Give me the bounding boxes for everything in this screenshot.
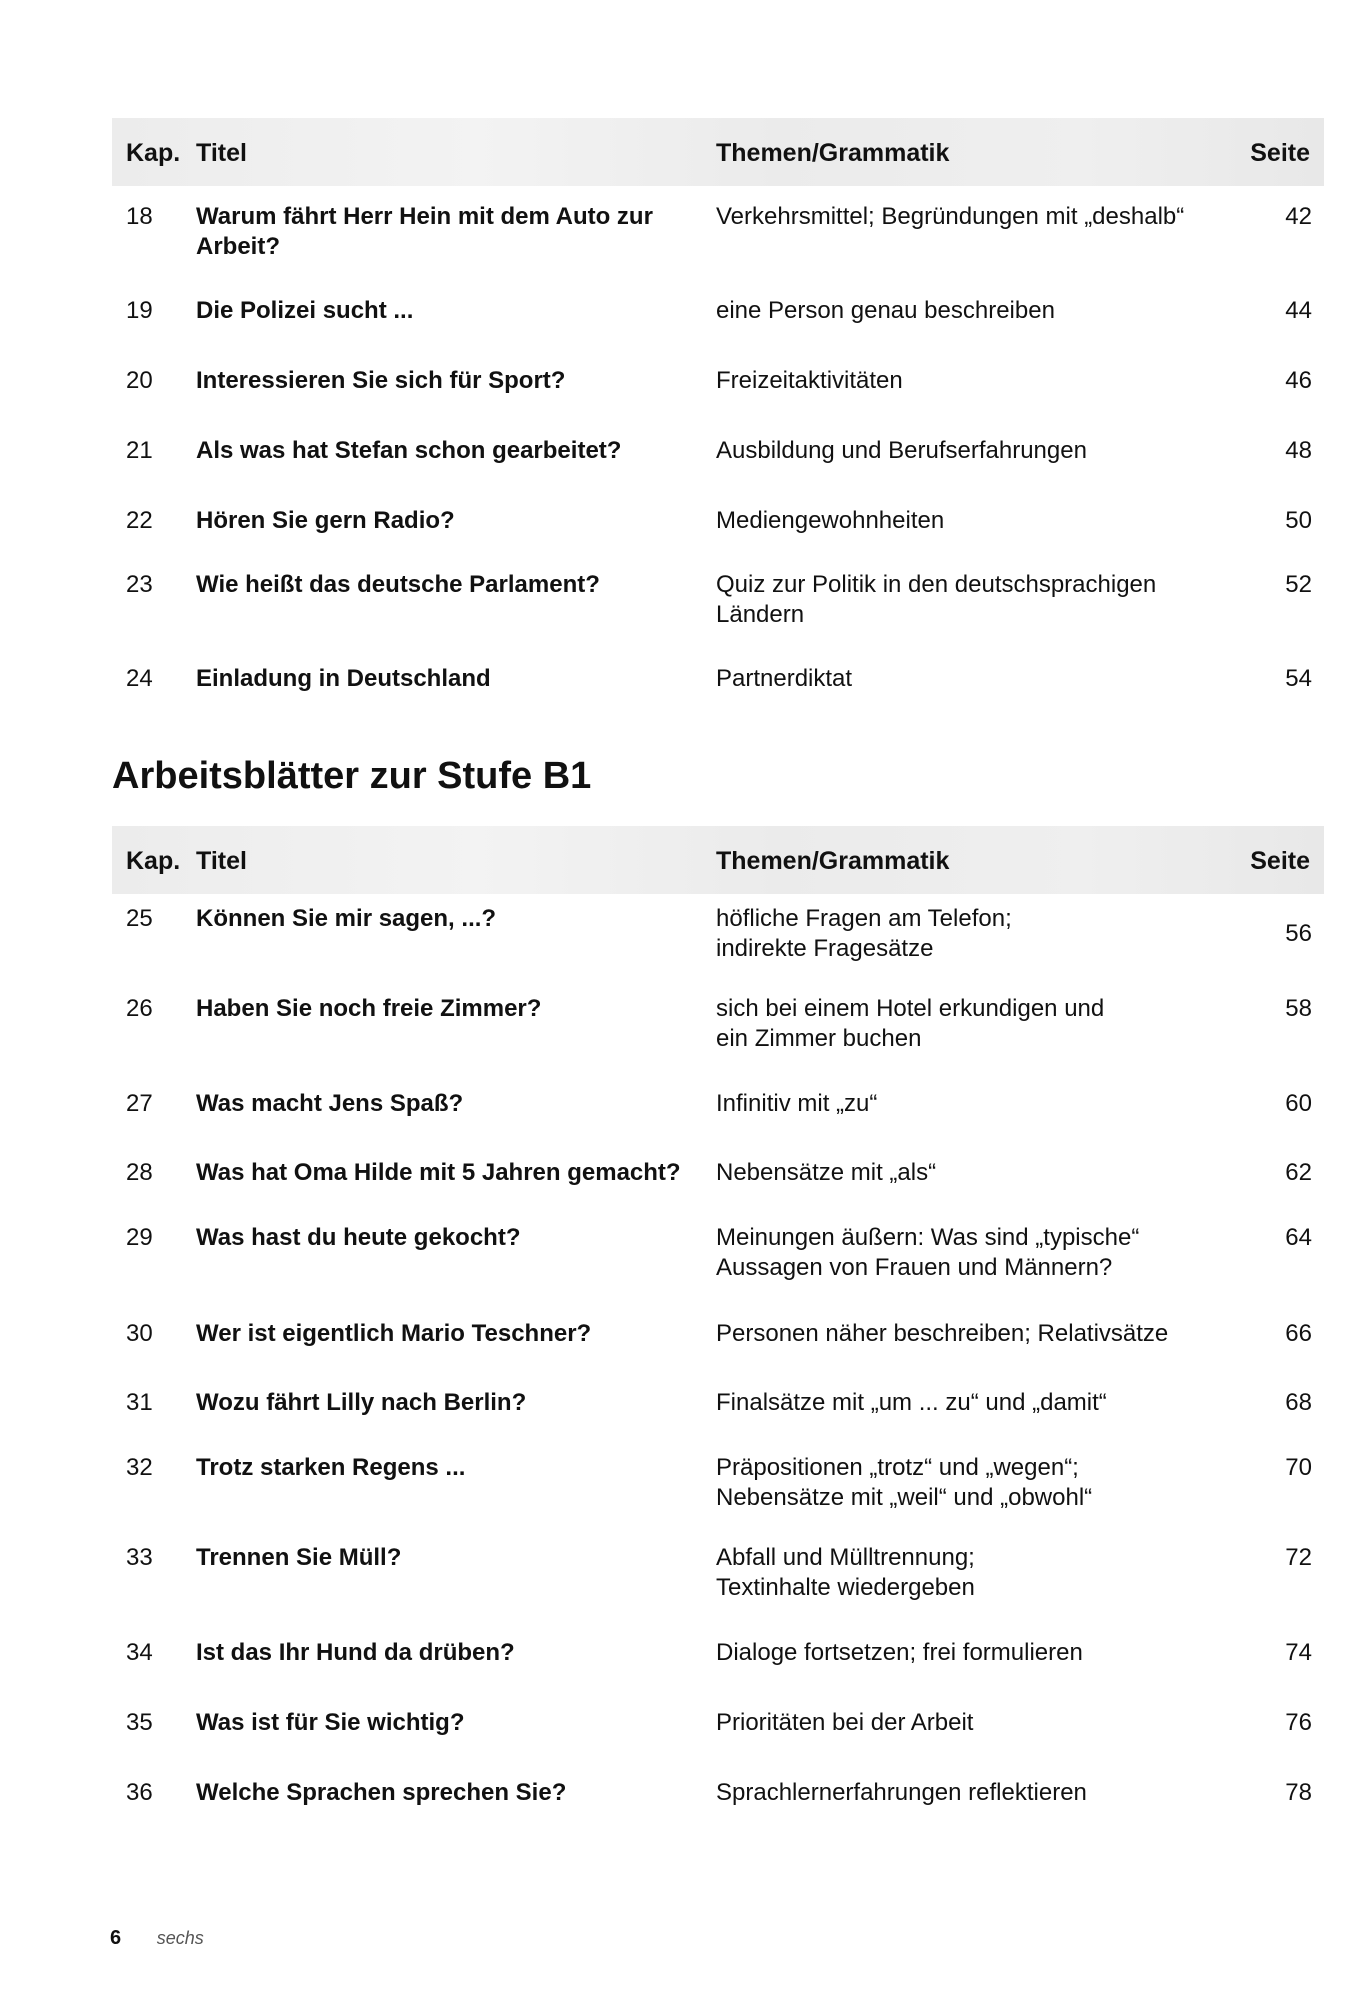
page-footer [110,1926,204,1950]
row-titel: Interessieren Sie sich für Sport? [196,367,566,394]
row-themen: Meinungen äußern: Was sind „typische“ Aussagen von Frauen und Männern? [716,1224,1140,1281]
row-kap: 18 [126,203,153,230]
table-row [112,1223,1324,1319]
row-titel: Trotz starken Regens ... [196,1454,466,1481]
table-row [112,994,1324,1089]
row-titel: Was hat Oma Hilde mit 5 Jahren gemacht? [196,1159,681,1186]
row-seite: 42 [1285,203,1312,230]
header-seite: Seite [1250,139,1310,167]
row-kap: 25 [126,905,153,932]
row-titel: Was ist für Sie wichtig? [196,1709,465,1736]
row-kap: 36 [126,1779,153,1806]
row-titel: Die Polizei sucht ... [196,297,414,324]
row-titel: Warum fährt Herr Hein mit dem Auto zur Arbeit? [196,203,653,260]
row-seite: 62 [1285,1159,1312,1186]
page-number-word: sechs [156,1928,204,1948]
table-row [112,1638,1324,1708]
header-themen: Themen/Grammatik [716,139,950,167]
row-themen: Infinitiv mit „zu“ [716,1090,878,1117]
header-kap: Kap. [126,847,181,875]
row-titel: Trennen Sie Müll? [196,1544,402,1571]
table-row [112,1158,1324,1223]
row-seite: 60 [1285,1090,1312,1117]
contents-table-b1 [112,826,1324,1818]
row-seite: 44 [1285,297,1312,324]
row-seite: 56 [1285,920,1312,947]
row-seite: 48 [1285,437,1312,464]
row-titel: Haben Sie noch freie Zimmer? [196,995,542,1022]
row-kap: 31 [126,1389,153,1416]
row-titel: Als was hat Stefan schon gearbeitet? [196,437,622,464]
row-themen: Partnerdiktat [716,665,853,692]
table-row [112,570,1324,664]
row-seite: 70 [1285,1454,1312,1481]
row-kap: 22 [126,507,153,534]
row-seite: 50 [1285,507,1312,534]
row-themen: eine Person genau beschreiben [716,297,1055,324]
table-header [112,118,1324,186]
row-themen: Präpositionen „trotz“ und „wegen“; Nebensätze mit „weil“ und „obwohl“ [716,1454,1093,1511]
row-titel: Einladung in Deutschland [196,665,491,692]
header-themen: Themen/Grammatik [716,847,950,875]
row-titel: Was macht Jens Spaß? [196,1090,464,1117]
row-kap: 33 [126,1544,153,1571]
table-row [112,664,1324,704]
table-row [112,366,1324,436]
row-themen: Personen näher beschreiben; Relativsätze [716,1320,1169,1347]
row-kap: 30 [126,1320,153,1347]
row-seite: 78 [1285,1779,1312,1806]
row-seite: 64 [1285,1224,1312,1251]
contents-table-a2 [112,118,1324,704]
row-seite: 54 [1285,665,1312,692]
row-kap: 20 [126,367,153,394]
row-kap: 24 [126,665,153,692]
row-themen: höfliche Fragen am Telefon; indirekte Fragesätze [716,905,1012,962]
row-kap: 29 [126,1224,153,1251]
row-kap: 21 [126,437,153,464]
row-themen: Finalsätze mit „um ... zu“ und „damit“ [716,1389,1107,1416]
row-themen: Abfall und Mülltrennung; Textinhalte wiedergeben [716,1544,975,1601]
row-kap: 28 [126,1159,153,1186]
row-themen: Mediengewohnheiten [716,507,945,534]
row-titel: Ist das Ihr Hund da drüben? [196,1639,515,1666]
row-kap: 19 [126,297,153,324]
header-titel: Titel [196,139,247,167]
table-row [112,296,1324,366]
row-kap: 26 [126,995,153,1022]
table-row [112,1453,1324,1543]
row-themen: Verkehrsmittel; Begründungen mit „deshalb“ [716,203,1185,230]
row-seite: 52 [1285,571,1312,598]
row-seite: 58 [1285,995,1312,1022]
table-row [112,506,1324,570]
row-kap: 27 [126,1090,153,1117]
table-row [112,202,1324,296]
table-row [112,1778,1324,1818]
row-titel: Was hast du heute gekocht? [196,1224,521,1251]
row-kap: 34 [126,1639,153,1666]
table-row [112,1319,1324,1388]
row-titel: Wozu fährt Lilly nach Berlin? [196,1389,527,1416]
row-seite: 68 [1285,1389,1312,1416]
table-row [112,904,1324,994]
table-row [112,1388,1324,1453]
row-themen: Nebensätze mit „als“ [716,1159,937,1186]
table-row [112,436,1324,506]
header-kap: Kap. [126,139,181,167]
row-titel: Hören Sie gern Radio? [196,507,455,534]
row-themen: Sprachlernerfahrungen reflektieren [716,1779,1087,1806]
table-row [112,1708,1324,1778]
row-seite: 72 [1285,1544,1312,1571]
row-themen: Dialoge fortsetzen; frei formulieren [716,1639,1083,1666]
page-number: 6 [110,1927,122,1949]
row-kap: 35 [126,1709,153,1736]
row-themen: sich bei einem Hotel erkundigen und ein Zimmer buchen [716,995,1105,1052]
row-titel: Wie heißt das deutsche Parlament? [196,571,600,598]
row-themen: Quiz zur Politik in den deutschsprachigen Ländern [716,571,1157,628]
row-kap: 23 [126,571,153,598]
row-seite: 46 [1285,367,1312,394]
row-seite: 66 [1285,1320,1312,1347]
row-themen: Ausbildung und Berufserfahrungen [716,437,1087,464]
row-titel: Wer ist eigentlich Mario Teschner? [196,1320,592,1347]
section-title: Arbeitsblätter zur Stufe B1 [112,755,592,797]
row-themen: Prioritäten bei der Arbeit [716,1709,974,1736]
row-titel: Welche Sprachen sprechen Sie? [196,1779,567,1806]
table-row [112,1543,1324,1638]
row-themen: Freizeitaktivitäten [716,367,903,394]
table-row [112,1089,1324,1158]
row-titel: Können Sie mir sagen, ...? [196,905,497,932]
row-seite: 76 [1285,1709,1312,1736]
row-seite: 74 [1285,1639,1312,1666]
row-kap: 32 [126,1454,153,1481]
header-seite: Seite [1250,847,1310,875]
header-titel: Titel [196,847,247,875]
table-header [112,826,1324,894]
